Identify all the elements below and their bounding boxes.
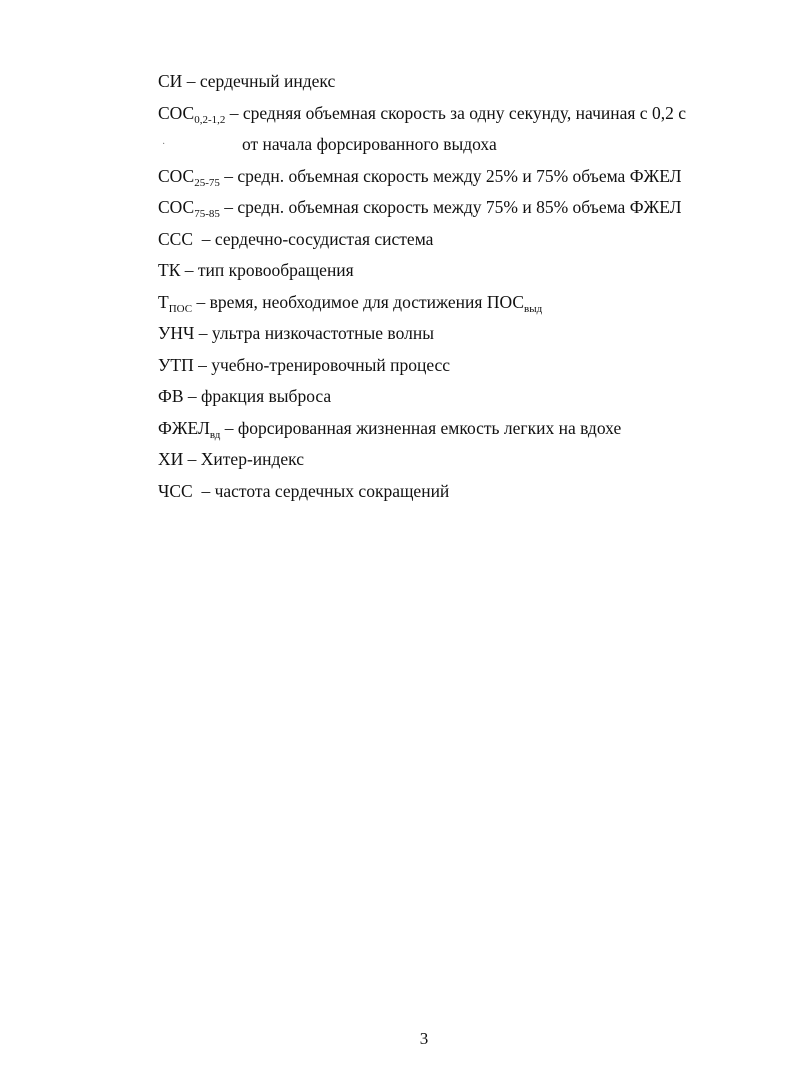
abbr-subscript: 0,2-1,2 bbox=[194, 114, 226, 126]
abbr-definition: ультра низкочастотные волны bbox=[211, 323, 434, 343]
abbr-term: ЧСС bbox=[158, 481, 193, 501]
abbr-subscript: 75-85 bbox=[194, 208, 220, 220]
abbr-definition: средняя объемная скорость за одну секунду, начиная с 0,2 с bbox=[242, 103, 686, 123]
abbreviation-entry bbox=[158, 322, 434, 344]
abbr-term: УНЧ bbox=[158, 323, 195, 343]
abbr-separator: – bbox=[193, 229, 215, 249]
abbr-separator: – bbox=[219, 166, 238, 186]
abbr-term: ТК bbox=[158, 260, 181, 280]
abbreviation-continuation bbox=[242, 133, 497, 155]
abbr-term: СИ bbox=[158, 71, 183, 91]
abbr-definition: Хитер-индекс bbox=[200, 449, 305, 469]
abbreviation-entry bbox=[158, 480, 449, 502]
abbreviation-entry bbox=[158, 228, 433, 250]
abbreviation-entry bbox=[158, 448, 304, 470]
abbr-definition: средн. объемная скорость между 75% и 85% объема ФЖЕЛ bbox=[237, 197, 682, 217]
page-number: 3 bbox=[419, 1029, 429, 1048]
abbreviation-entry bbox=[158, 417, 621, 442]
abbreviation-entry bbox=[158, 165, 682, 190]
abbr-subscript: вд bbox=[209, 429, 221, 441]
abbr-term: ССС bbox=[158, 229, 194, 249]
abbr-separator: – bbox=[193, 355, 212, 375]
abbr-separator: – bbox=[180, 260, 198, 280]
abbr-term: СОС bbox=[158, 166, 195, 186]
abbr-definition: сердечно-сосудистая система bbox=[214, 229, 434, 249]
abbr-subscript: 25-75 bbox=[194, 177, 220, 189]
abbreviation-entry bbox=[158, 259, 354, 281]
abbr-separator: – bbox=[182, 71, 200, 91]
abbr-separator: – bbox=[192, 481, 215, 501]
abbr-definition: время, необходимое для достижения ПОС bbox=[209, 292, 524, 312]
abbreviation-entry bbox=[158, 70, 335, 92]
abbr-term: ХИ bbox=[158, 449, 184, 469]
abbreviation-entry bbox=[158, 385, 331, 407]
abbr-definition: учебно-тренировочный процесс bbox=[211, 355, 451, 375]
abbr-definition: от начала форсированного выдоха bbox=[242, 134, 497, 154]
abbr-definition: средн. объемная скорость между 25% и 75% объема ФЖЕЛ bbox=[237, 166, 682, 186]
abbr-separator: – bbox=[194, 323, 212, 343]
abbr-term: УТП bbox=[158, 355, 194, 375]
abbr-term: Т bbox=[158, 292, 169, 312]
abbr-term: СОС bbox=[158, 197, 195, 217]
abbr-separator: – bbox=[220, 418, 238, 438]
abbr-separator: – bbox=[183, 386, 201, 406]
abbreviation-entry bbox=[158, 196, 682, 221]
abbr-term: ФВ bbox=[158, 386, 184, 406]
abbreviation-entry bbox=[158, 354, 450, 376]
abbr-definition: форсированная жизненная емкость легких на вдохе bbox=[237, 418, 622, 438]
abbr-term: СОС bbox=[158, 103, 195, 123]
abbr-definition: частота сердечных сокращений bbox=[214, 481, 450, 501]
abbr-subscript: ПОС bbox=[168, 303, 193, 315]
abbreviation-entry bbox=[158, 291, 542, 316]
definition-subscript: выд bbox=[524, 303, 543, 315]
abbr-definition: сердечный индекс bbox=[199, 71, 336, 91]
abbr-separator: – bbox=[192, 292, 210, 312]
abbr-separator: – bbox=[219, 197, 238, 217]
abbr-separator: – bbox=[183, 449, 201, 469]
abbr-term: ФЖЕЛ bbox=[158, 418, 210, 438]
abbr-definition: фракция выброса bbox=[201, 386, 332, 406]
abbr-separator: – bbox=[225, 103, 243, 123]
abbreviation-entry bbox=[158, 102, 686, 127]
stray-mark: · bbox=[162, 139, 166, 150]
abbr-definition: тип кровообращения bbox=[197, 260, 354, 280]
